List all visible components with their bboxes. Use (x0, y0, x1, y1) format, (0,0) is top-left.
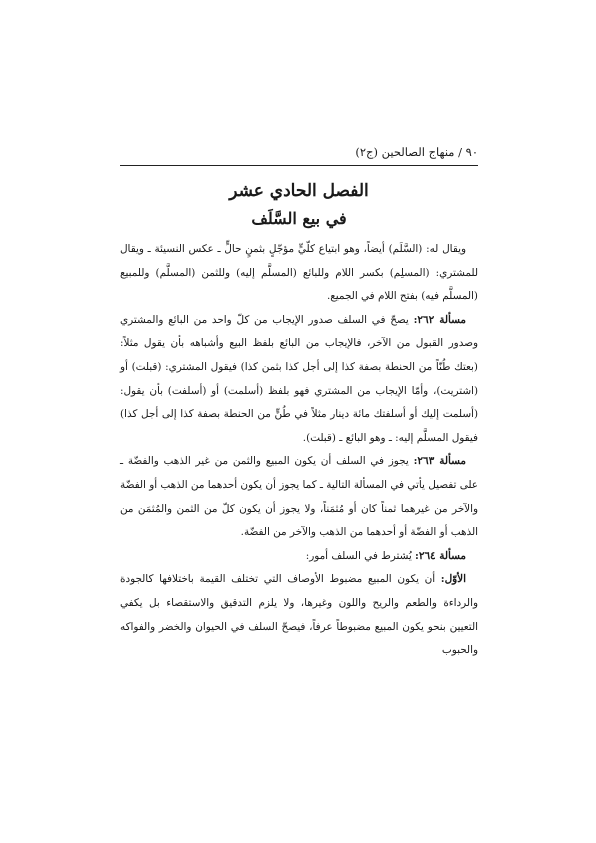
paragraph-text: يجوز في السلف أن يكون المبيع والثمن من غير الذهب والفضّة ـ على تفصيل يأتي في المسألة التالية ـ كما يجوز أن يكون أحدهما من الذهب أو الفضّة والآخر من غيرهما ثمناً كان أو مُثمَناً، ولا يجوز أن يكون كلّ من الثمن والمُثمَن من الذهب أو الفضّة أو أحدهما من الذهب والآخر من الفضّة. (120, 455, 478, 539)
page (120, 145, 478, 663)
issue-label: مسألة ٢٦٣: (413, 455, 466, 468)
chapter-title: الفصل الحادي عشر (229, 181, 369, 201)
paragraph-text: ويقال له: (السَّلَم) أيضاً، وهو ابتياع كلّيٍّ مؤجّلٍ بثمنٍ حالٍّ ـ عكس النسيئة ـ ويقال للمشتري: (المسلِم) بكسر اللام وللبائع (المسلَّم إليه) وللثمن (المسلَّم) وللمبيع (المسلَّم فيه) بفتح اللام في الجميع. (120, 243, 478, 303)
paragraph-issue-262 (120, 309, 478, 451)
paragraph-intro (120, 238, 478, 309)
issue-label: مسألة ٢٦٢: (413, 313, 466, 326)
paragraph-text: أن يكون المبيع مضبوط الأوصاف التي تختلف القيمة باختلافها كالجودة والرداءة والطعم والريح واللون وغيرها، ولا يلزم التدقيق والاستقصاء بل يكفي التعيين بنحو يكون المبيع مضبوطاً عرفاً، فيصحّ السلف في الحيوان والخضر والفواكه والحبوب (120, 573, 478, 657)
paragraph-text: يُشترط في السلف أمور: (305, 549, 416, 562)
issue-label: مسألة ٢٦٤: (415, 549, 466, 562)
paragraph-issue-264 (120, 545, 478, 569)
paragraph-text: يصحّ في السلف صدور الإيجاب من كلّ واحد من البائع والمشتري وصدور القبول من الآخر، فالإيجاب من البائع بلفظ البيع وأشباهه بأن يقول مثلاً: (بعتك طُنّاً من الحنطة بصفة كذا إلى أجل كذا بثمن كذا) فيقول المشتري: (قبلت) أو (اشتريت)، وأمّا الإيجاب من المشتري فهو بلفظ (أسلمت) أو (أسلفت) بأن يقول: (أسلمت إليك أو أسلفتك مائة دينار مثلاً في طُنٍّ من الحنطة بصفة كذا إلى أجل كذا) فيقول المسلَّم إليه: ـ وهو البائع ـ (قبلت). (120, 313, 478, 444)
paragraph-issue-263 (120, 450, 478, 544)
condition-label: الأوّل: (440, 573, 466, 586)
running-head: ٩٠ / منهاج الصالحين (ج٢) (120, 145, 478, 166)
chapter-subtitle: في بيع السَّلَف (251, 209, 347, 228)
body-text (120, 238, 478, 663)
paragraph-condition-first (120, 568, 478, 662)
